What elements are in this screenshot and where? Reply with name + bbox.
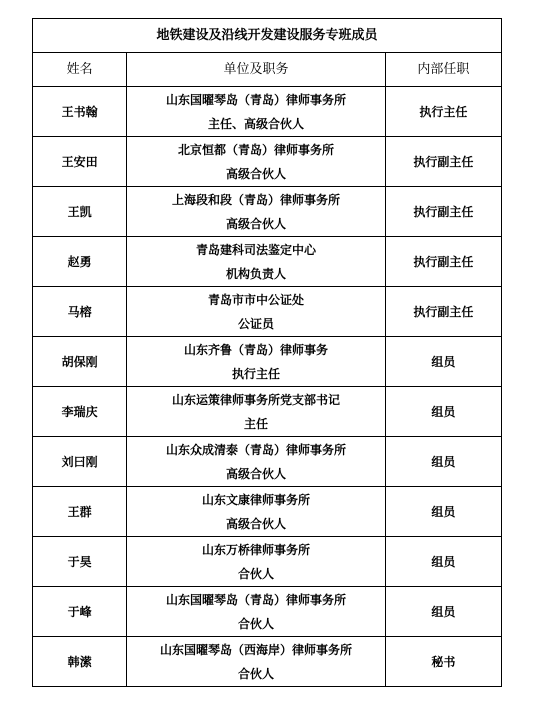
header-name: 姓名 (33, 53, 127, 87)
member-unit (127, 137, 386, 187)
member-unit-line2: 机构负责人 (225, 266, 286, 281)
member-role: 组员 (385, 387, 501, 437)
member-unit-line2: 高级合伙人 (225, 216, 286, 231)
table-title-row (33, 19, 502, 53)
member-name: 刘曰刚 (33, 437, 127, 487)
member-name: 韩潆 (33, 637, 127, 687)
table-row (33, 537, 502, 587)
table-row (33, 437, 502, 487)
member-role: 执行副主任 (385, 237, 501, 287)
table-row (33, 387, 502, 437)
member-unit (127, 287, 386, 337)
member-unit-line1: 山东众成清泰（青岛）律师事务所 (165, 442, 346, 457)
member-role: 组员 (385, 537, 501, 587)
member-name: 赵勇 (33, 237, 127, 287)
member-unit-line2: 公证员 (237, 316, 274, 331)
member-role: 执行副主任 (385, 287, 501, 337)
member-unit-line2: 主任 (243, 416, 268, 431)
table-header-row (33, 53, 502, 87)
member-unit-line2: 执行主任 (231, 366, 280, 381)
member-unit-line2: 主任、高级合伙人 (207, 116, 304, 131)
member-unit-line2: 合伙人 (237, 666, 274, 681)
member-unit (127, 87, 386, 137)
member-unit-line1: 青岛建科司法鉴定中心 (195, 242, 316, 257)
member-unit-line2: 合伙人 (237, 616, 274, 631)
member-unit (127, 537, 386, 587)
member-role: 执行副主任 (385, 137, 501, 187)
member-role: 执行副主任 (385, 187, 501, 237)
member-unit-line2: 高级合伙人 (225, 466, 286, 481)
member-name: 王书翰 (33, 87, 127, 137)
member-name: 王凯 (33, 187, 127, 237)
member-unit-line1: 青岛市市中公证处 (207, 292, 304, 307)
member-unit (127, 387, 386, 437)
member-table-container (32, 18, 502, 687)
member-name: 于峰 (33, 587, 127, 637)
table-row (33, 487, 502, 537)
table-row (33, 237, 502, 287)
member-name: 王安田 (33, 137, 127, 187)
table-row (33, 87, 502, 137)
member-unit-line2: 高级合伙人 (225, 516, 286, 531)
header-unit: 单位及职务 (127, 53, 386, 87)
member-unit-line1: 山东国曜琴岛（西海岸）律师事务所 (159, 642, 352, 657)
table-row (33, 287, 502, 337)
member-unit (127, 187, 386, 237)
member-name: 胡保刚 (33, 337, 127, 387)
member-name: 于昊 (33, 537, 127, 587)
member-unit (127, 237, 386, 287)
member-role: 组员 (385, 337, 501, 387)
table-row (33, 337, 502, 387)
member-role: 执行主任 (385, 87, 501, 137)
member-role: 组员 (385, 587, 501, 637)
member-name: 李瑞庆 (33, 387, 127, 437)
member-unit-line1: 北京恒都（青岛）律师事务所 (177, 142, 334, 157)
table-row (33, 587, 502, 637)
table-row (33, 637, 502, 687)
member-role: 秘书 (385, 637, 501, 687)
member-unit (127, 637, 386, 687)
member-unit-line1: 山东万桥律师事务所 (201, 542, 310, 557)
member-name: 马榕 (33, 287, 127, 337)
member-unit-line2: 高级合伙人 (225, 166, 286, 181)
header-role: 内部任职 (385, 53, 501, 87)
member-unit (127, 587, 386, 637)
member-unit (127, 337, 386, 387)
table-row (33, 137, 502, 187)
member-role: 组员 (385, 487, 501, 537)
table-title: 地铁建设及沿线开发建设服务专班成员 (33, 19, 502, 53)
member-name: 王群 (33, 487, 127, 537)
member-unit-line1: 上海段和段（青岛）律师事务所 (171, 192, 340, 207)
member-table (32, 18, 502, 687)
member-unit (127, 437, 386, 487)
member-unit-line1: 山东齐鲁（青岛）律师事务 (183, 342, 328, 357)
member-unit-line1: 山东国曜琴岛（青岛）律师事务所 (165, 592, 346, 607)
table-row (33, 187, 502, 237)
member-role: 组员 (385, 437, 501, 487)
member-unit-line1: 山东国曜琴岛（青岛）律师事务所 (165, 92, 346, 107)
member-unit-line1: 山东文康律师事务所 (201, 492, 310, 507)
member-unit-line2: 合伙人 (237, 566, 274, 581)
member-unit (127, 487, 386, 537)
member-unit-line1: 山东运策律师事务所党支部书记 (171, 392, 340, 407)
